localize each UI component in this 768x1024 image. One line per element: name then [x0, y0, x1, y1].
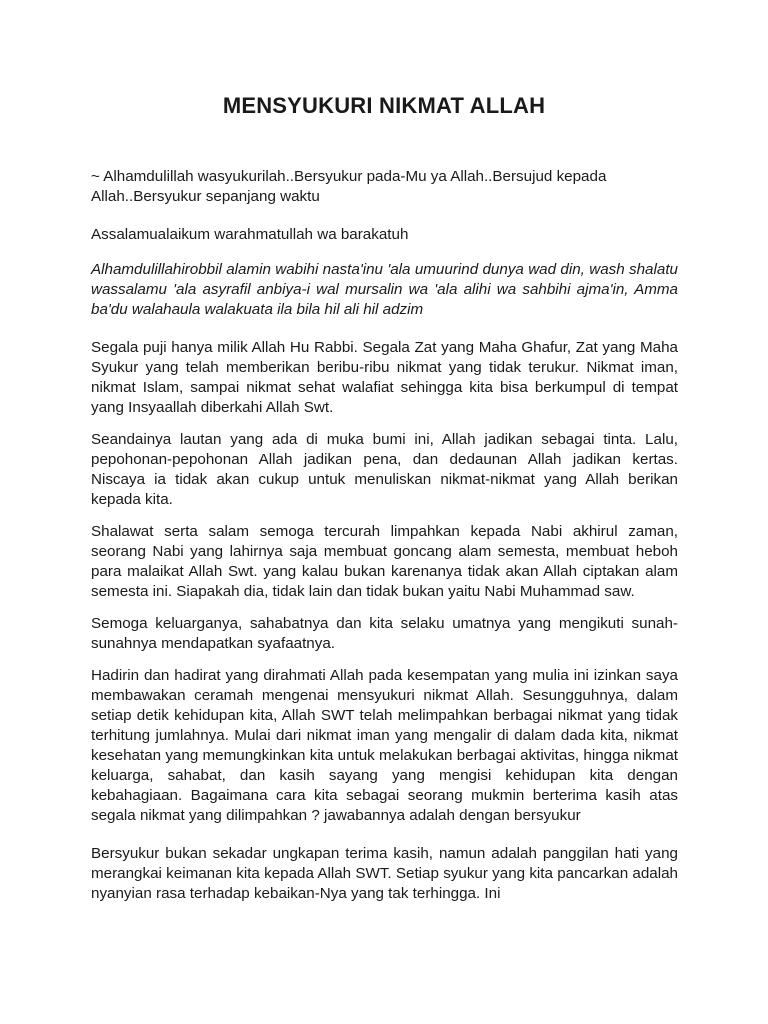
opening-line: ~ Alhamdulillah wasyukurilah..Bersyukur pada-Mu ya Allah..Bersujud kepada Allah..Bersyukur sepanjang waktu: [91, 168, 607, 205]
document-body: [91, 167, 678, 904]
body-paragraph: Segala puji hanya milik Allah Hu Rabbi. Segala Zat yang Maha Ghafur, Zat yang Maha Syukur yang telah memberikan beribu-ribu nikmat yang tidak terukur. Nikmat iman, nikmat Islam, sampai nikmat sehat walafiat sehingga kita bisa berkumpul di tempat yang Insyaallah diberkahi Allah Swt.: [91, 339, 678, 416]
body-paragraph: Hadirin dan hadirat yang dirahmati Allah pada kesempatan yang mulia ini izinkan saya membawakan ceramah mengenai mensyukuri nikmat Allah. Sesungguhnya, dalam setiap detik kehidupan kita, Allah SWT telah melimpahkan berbagai nikmat yang tidak terhitung jumlahnya. Mulai dari nikmat iman yang mengalir di dalam dada kita, nikmat kesehatan yang memungkinkan kita untuk melakukan berbagai aktivitas, hingga nikmat keluarga, sahabat, dan kasih sayang yang mengisi kehidupan kita dengan kebahagiaan. Bagaimana cara kita sebagai seorang mukmin berterima kasih atas segala nikmat yang dilimpahkan ? jawabannya adalah dengan bersyukur: [91, 667, 678, 824]
body-paragraph: Seandainya lautan yang ada di muka bumi ini, Allah jadikan sebagai tinta. Lalu, pepohonan-pepohonan Allah jadikan pena, dan dedaunan Allah jadikan kertas. Niscaya ia tidak akan cukup untuk menuliskan nikmat-nikmat yang Allah berikan kepada kita.: [91, 431, 678, 508]
body-paragraph: Shalawat serta salam semoga tercurah limpahkan kepada Nabi akhirul zaman, seorang Nabi yang lahirnya saja membuat goncang alam semesta, membuat heboh para malaikat Allah Swt. yang kalau bukan karenanya tidak akan Allah ciptakan alam semesta ini. Siapakah dia, tidak lain dan tidak bukan yaitu Nabi Muhammad saw.: [91, 523, 678, 600]
body-paragraph: Semoga keluarganya, sahabatnya dan kita selaku umatnya yang mengikuti sunah-sunahnya mendapatkan syafaatnya.: [91, 615, 678, 652]
greeting: Assalamualaikum warahmatullah wa barakatuh: [91, 226, 409, 243]
body-paragraph: Bersyukur bukan sekadar ungkapan terima kasih, namun adalah panggilan hati yang merangkai keimanan kita kepada Allah SWT. Setiap syukur yang kita pancarkan adalah nyanyian rasa terhadap kebaikan-Nya yang tak terhingga. Ini: [91, 845, 678, 902]
document-title: MENSYUKURI NIKMAT ALLAH: [222, 93, 546, 118]
arabic-opening: Alhamdulillahirobbil alamin wabihi nasta'inu 'ala umuurind dunya wad din, wash shalatu wassalamu 'ala asyrafil anbiya-i wal mursalin wa 'ala alihi wa sahbihi ajma'in, Amma ba'du walahaula walakuata ila bila hil ali hil adzim: [91, 261, 678, 318]
